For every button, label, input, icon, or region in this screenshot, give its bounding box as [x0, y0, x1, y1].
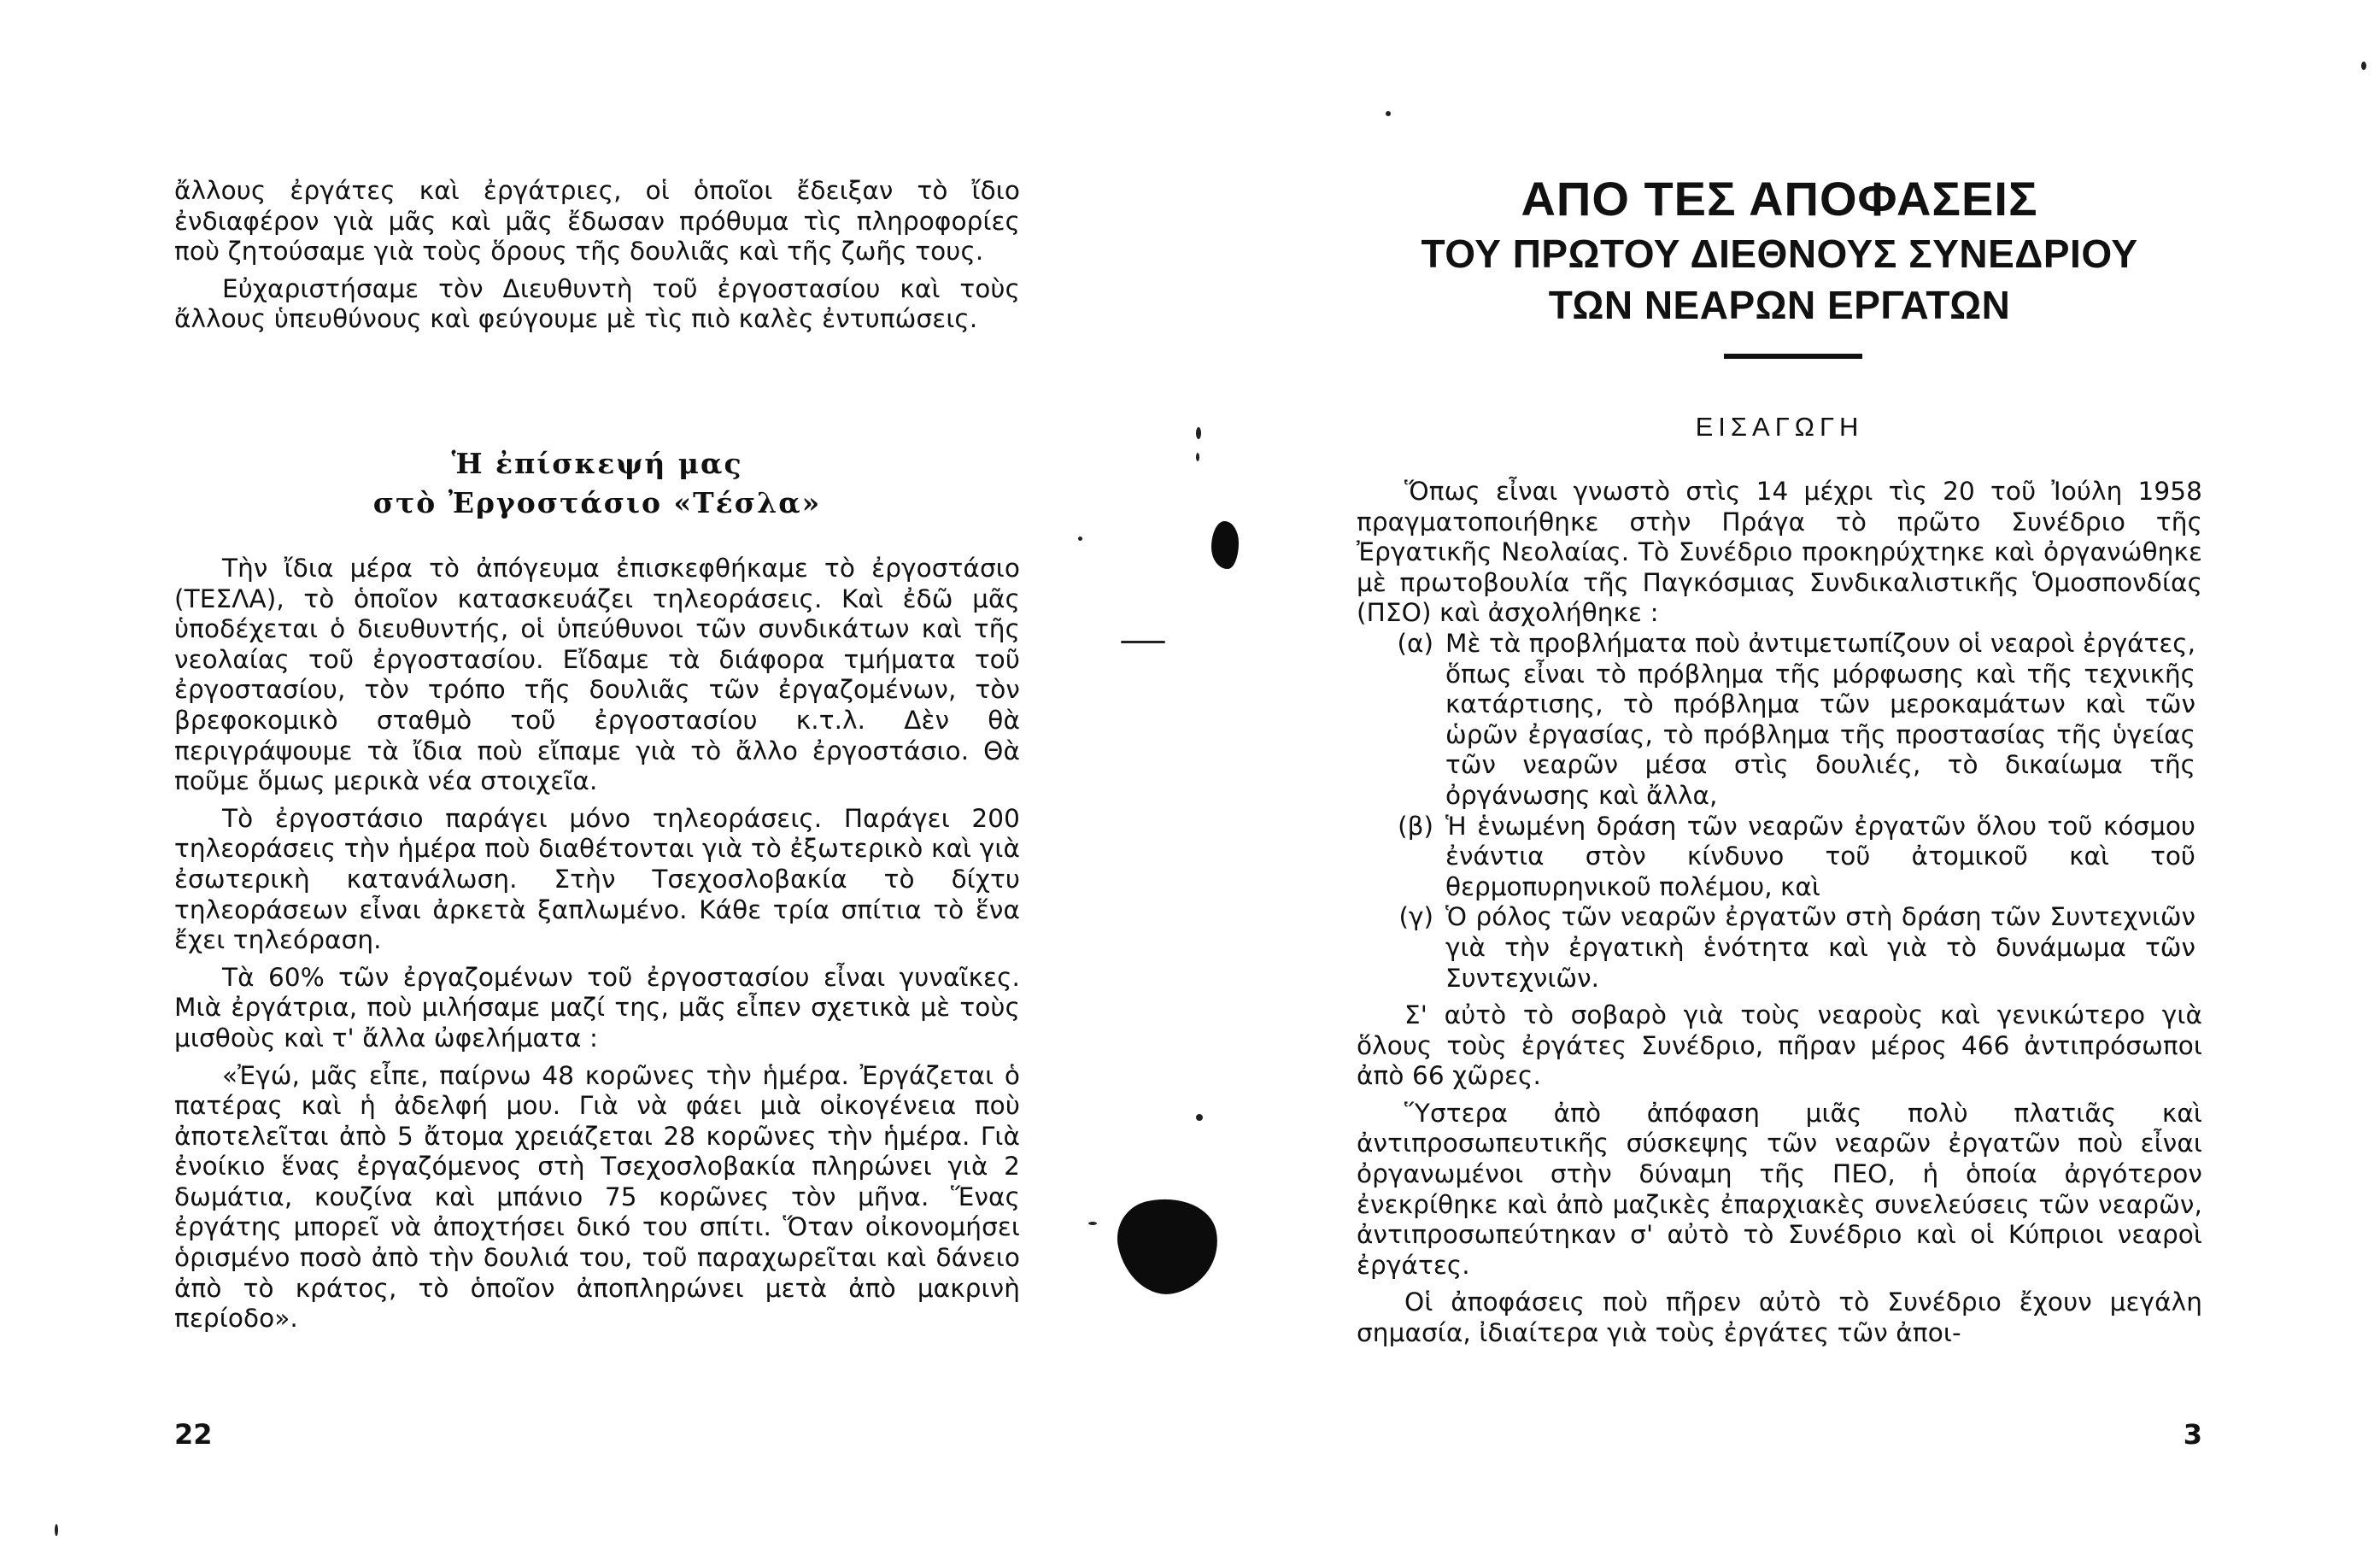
paragraph: ἄλλους ἐργάτες καὶ ἐργάτριες, οἱ ὁποῖοι ἔδειξαν τὸ ἴδιο ἐνδιαφέρον γιὰ μᾶς καὶ μᾶς ἔδωσαν πρόθυμα τὶς πληροφορίες ποὺ ζητούσαμε γιὰ τοὺς ὅρους τῆς δουλιᾶς καὶ τῆς ζωῆς τους. [174, 176, 1020, 267]
list-text: Ἡ ἑνωμένη δράση τῶν νεαρῶν ἐργατῶν ὅλου τοῦ κόσμου ἐνάντια στὸν κίνδυνο τοῦ ἀτομικοῦ καὶ τοῦ θερμοπυρηνικοῦ πολέμου, καὶ [1445, 811, 2195, 901]
ink-speck [1196, 427, 1201, 439]
list-marker: (γ) [1398, 902, 1433, 932]
section-heading-line-1: Ἡ ἐπίσκεψή μας [451, 447, 743, 480]
ink-speck [2361, 62, 2366, 70]
paragraph: Σ' αὐτὸ τὸ σοβαρὸ γιὰ τοὺς νεαροὺς καὶ γενικώτερο γιὰ ὅλους τοὺς ἐργάτες Συνέδριο, πῆραν μέρος 466 ἀντιπρόσωποι ἀπὸ 66 χῶρες. [1357, 1000, 2202, 1091]
left-body-text [174, 554, 1020, 1334]
ink-speck [1196, 453, 1199, 461]
intro-heading: ΕΙΣΑΓΩΓΗ [1695, 412, 1864, 442]
right-body-text [1357, 477, 2202, 1349]
section-heading [174, 444, 1020, 523]
intro-paragraph: Ὅπως εἶναι γνωστὸ στὶς 14 μέχρι τὶς 20 τοῦ Ἰούλη 1958 πραγματοποιήθηκε στὴν Πράγα τὸ πρῶτο Συνέδριο τῆς Ἐργατικῆς Νεολαίας. Τὸ Συνέδριο προκηρύχτηκε καὶ ὀργανώθηκε μὲ πρωτοβουλία τῆς Παγκόσμιας Συνδικαλιστικῆς Ὁμοσπονδίας (ΠΣΟ) καὶ ἀσχολήθηκε : [1357, 477, 2202, 628]
title-divider [1724, 354, 1862, 359]
list-text: Μὲ τὰ προβλήματα ποὺ ἀντιμετωπίζουν οἱ νεαροὶ ἐργάτες, ὅπως εἶναι τὸ πρόβλημα τῆς μόρφωσης καὶ τῆς τεχνικῆς κατάρτισης, τὸ πρόβλημα τῶν μεροκαμάτων καὶ τῶν ὡρῶν ἐργασίας, τὸ πρόβλημα τῆς προστασίας τῆς ὑγείας τῶν νεαρῶν μέσα στὶς δουλιές, τὸ δικαίωμα τῆς ὀργάνωσης καὶ ἄλλα, [1445, 628, 2195, 810]
ink-speck [1121, 641, 1165, 643]
left-page [174, 0, 1020, 1560]
list-marker: (α) [1397, 628, 1433, 658]
paragraph: Τὴν ἴδια μέρα τὸ ἀπόγευμα ἐπισκεφθήκαμε τὸ ἐργοστάσιο (ΤΕΣΛΑ), τὸ ὁποῖον κατασκευάζει τηλεοράσεις. Καὶ ἐδῶ μᾶς ὑποδέχεται ὁ διευθυντής, οἱ ὑπεύθυνοι τῶν συνδικάτων καὶ τῆς νεολαίας τοῦ ἐργοστασίου. Εἴδαμε τὰ διάφορα τμήματα τοῦ ἐργοστασίου, τὸν τρόπο τῆς δουλιᾶς τῶν ἐργαζομένων, τὸν βρεφοκομικὸ σταθμὸ τοῦ ἐργοστασίου κ.τ.λ. Δὲν θὰ περιγράψουμε τὰ ἴδια ποὺ εἴπαμε γιὰ τὸ ἄλλο ἐργοστάσιο. Θὰ ποῦμε ὅμως μερικὰ νέα στοιχεῖα. [174, 554, 1020, 796]
ink-speck [1196, 1114, 1203, 1121]
document-title-line-3: ΤΩΝ ΝΕΑΡΩΝ ΕΡΓΑΤΩΝ [1548, 283, 2011, 327]
ink-speck [55, 1524, 58, 1536]
list-text: Ὁ ρόλος τῶν νεαρῶν ἐργατῶν στὴ δράση τῶν Συντεχνιῶν γιὰ τὴν ἐργατικὴ ἑνότητα καὶ γιὰ τὸ δυνάμωμα τῶν Συντεχνιῶν. [1445, 902, 2195, 993]
paragraph: Τὰ 60% τῶν ἐργαζομένων τοῦ ἐργοστασίου εἶναι γυναῖκες. Μιὰ ἐργάτρια, ποὺ μιλήσαμε μαζί της, μᾶς εἶπεν σχετικὰ μὲ τοὺς μισθοὺς καὶ τ' ἄλλα ὠφελήματα : [174, 962, 1020, 1053]
quoted-paragraph: «Ἐγώ, μᾶς εἶπε, παίρνω 48 κορῶνες τὴν ἡμέρα. Ἐργάζεται ὁ πατέρας καὶ ἡ ἀδελφή μου. Γιὰ νὰ φάει μιὰ οἰκογένεια ποὺ ἀποτελεῖται ἀπὸ 5 ἄτομα χρειάζεται 28 κορῶνες τὴν ἡμέρα. Γιὰ ἐνοίκιο ἕνας ἐργαζόμενος στὴ Τσεχοσλοβακία πληρώνει γιὰ 2 δωμάτια, κουζίνα καὶ μπάνιο 75 κορῶνες τὸν μῆνα. Ἕνας ἐργάτης μπορεῖ νὰ ἀποχτήσει δικό του σπίτι. Ὅταν οἰκονομήσει ὁρισμένο ποσὸ ἀπὸ τὴν δουλιά του, τοῦ παραχωρεῖται καὶ δάνειο ἀπὸ τὸ κράτος, τὸ ὁποῖον ἀποπληρώνει μετὰ ἀπὸ μακρινὴ περίοδο». [174, 1060, 1020, 1334]
left-top-text [174, 176, 1020, 335]
right-page [1357, 0, 2202, 1560]
paragraph: Ὕστερα ἀπὸ ἀπόφαση μιᾶς πολὺ πλατιᾶς καὶ ἀντιπροσωπευτικῆς σύσκεψης τῶν νεαρῶν ἐργατῶν ποὺ εἶναι ὀργανωμένοι στὴν δύναμη τῆς ΠΕΟ, ἡ ὁποία ἀργότερον ἐνεκρίθηκε καὶ ἀπὸ μαζικὲς ἐπαρχιακὲς συνελεύσεις τῶν νεαρῶν, ἀντιπροσωπεύτηκαν σ' αὐτὸ τὸ Συνέδριο καὶ οἱ Κύπριοι νεαροὶ ἐργάτες. [1357, 1098, 2202, 1280]
paragraph: Οἱ ἀποφάσεις ποὺ πῆρεν αὐτὸ τὸ Συνέδριο ἔχουν μεγάλη σημασία, ἰδιαίτερα γιὰ τοὺς ἐργάτες τῶν ἀποι- [1357, 1287, 2202, 1348]
ink-speck [1088, 1222, 1097, 1225]
list-item [1357, 812, 2202, 903]
ink-blot [1211, 521, 1239, 569]
document-title-line-1: ΑΠΟ ΤΕΣ ΑΠΟΦΑΣΕΙΣ [1521, 172, 2038, 226]
paragraph: Τὸ ἐργοστάσιο παράγει μόνο τηλεοράσεις. Παράγει 200 τηλεοράσεις τὴν ἡμέρα ποὺ διαθέτονται γιὰ τὸ ἐξωτερικὸ καὶ γιὰ ἐσωτερικὴ κατανάλωση. Στὴν Τσεχοσλοβακία τὸ δίχτυ τηλεοράσεων εἶναι ἀρκετὰ ξαπλωμένο. Κάθε τρία σπίτια τὸ ἕνα ἔχει τηλεόραση. [174, 803, 1020, 955]
page-number: 22 [174, 1418, 213, 1451]
list-item [1357, 902, 2202, 994]
paragraph: Εὐχαριστήσαμε τὸν Διευθυντὴ τοῦ ἐργοστασίου καὶ τοὺς ἄλλους ὑπευθύνους καὶ φεύγουμε μὲ τὶς πιὸ καλὲς ἐντυπώσεις. [174, 273, 1020, 334]
ink-speck [1078, 537, 1082, 541]
list-item [1357, 629, 2202, 812]
page-number: 3 [2183, 1418, 2202, 1451]
list-marker: (β) [1398, 811, 1433, 841]
section-heading-line-2: στὸ Ἐργοστάσιο «Τέσλα» [372, 486, 822, 519]
ink-blot [1111, 1188, 1228, 1303]
document-title-line-2: ΤΟΥ ΠΡΩΤΟΥ ΔΙΕΘΝΟΥΣ ΣΥΝΕΔΡΙΟΥ [1421, 232, 2138, 276]
